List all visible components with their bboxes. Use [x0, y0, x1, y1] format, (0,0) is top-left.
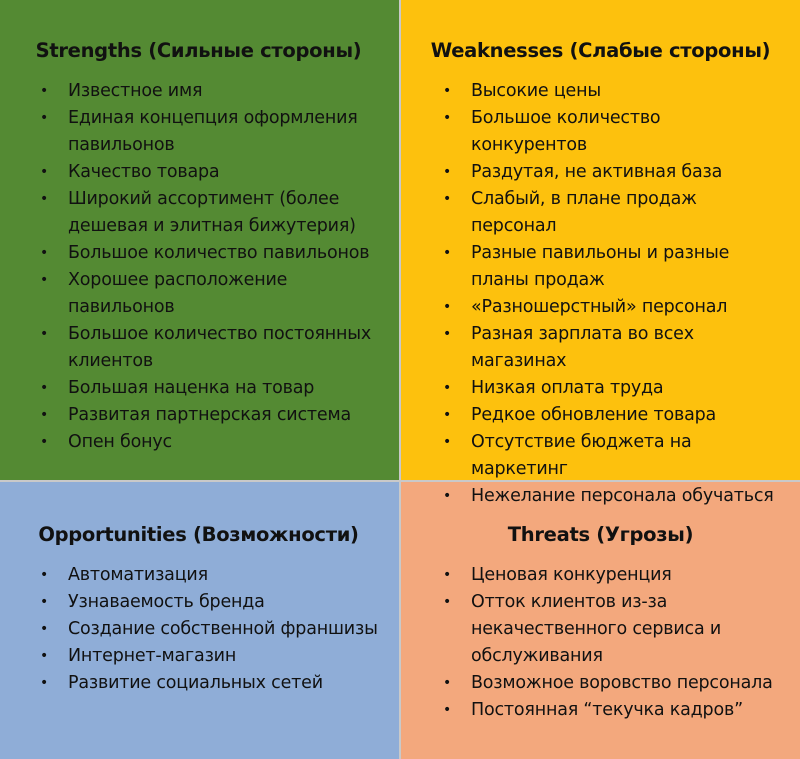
opportunities-item	[18, 562, 379, 589]
strengths-item-text: Опен бонус	[68, 432, 172, 452]
opportunities-item-text: Автоматизация	[68, 565, 208, 585]
bullet-icon: •	[40, 567, 49, 583]
weaknesses-item	[421, 240, 780, 294]
bullet-icon: •	[40, 272, 49, 288]
strengths-item	[18, 159, 379, 186]
strengths-item-text: Хорошее расположение павильонов	[68, 270, 288, 317]
weaknesses-item	[421, 483, 780, 510]
threats-item-text: Возможное воровство персонала	[471, 673, 773, 693]
weaknesses-item	[421, 186, 780, 240]
strengths-item	[18, 105, 379, 159]
strengths-item	[18, 267, 379, 321]
bullet-icon: •	[40, 326, 49, 342]
bullet-icon: •	[40, 621, 49, 637]
strengths-item	[18, 186, 379, 240]
weaknesses-item	[421, 159, 780, 186]
weaknesses-title: Weaknesses (Слабые стороны)	[430, 39, 771, 62]
weaknesses-item-text: Разная зарплата во всех магазинах	[471, 324, 694, 371]
bullet-icon: •	[443, 434, 452, 450]
bullet-icon: •	[443, 594, 452, 610]
bullet-icon: •	[443, 245, 452, 261]
weaknesses-item	[421, 294, 780, 321]
bullet-icon: •	[40, 407, 49, 423]
opportunities-item	[18, 643, 379, 670]
strengths-quadrant	[0, 0, 399, 480]
bullet-icon: •	[443, 326, 452, 342]
bullet-icon: •	[443, 191, 452, 207]
threats-item-text: Постоянная “текучка кадров”	[471, 700, 743, 720]
strengths-item	[18, 375, 379, 402]
bullet-icon: •	[443, 299, 452, 315]
weaknesses-item-text: Большое количество конкурентов	[471, 108, 661, 155]
weaknesses-item	[421, 321, 780, 375]
strengths-item-text: Широкий ассортимент (более дешевая и элитная бижутерия)	[68, 189, 356, 236]
strengths-item-text: Большое количество павильонов	[68, 243, 370, 263]
strengths-item-text: Известное имя	[68, 81, 203, 101]
opportunities-quadrant	[0, 482, 399, 759]
weaknesses-item	[421, 402, 780, 429]
strengths-item-text: Большое количество постоянных клиентов	[68, 324, 372, 371]
bullet-icon: •	[443, 488, 452, 504]
bullet-icon: •	[40, 434, 49, 450]
weaknesses-item-text: «Разношерстный» персонал	[471, 297, 728, 317]
weaknesses-quadrant	[401, 0, 800, 506]
opportunities-item-text: Создание собственной франшизы	[68, 619, 378, 639]
bullet-icon: •	[40, 191, 49, 207]
opportunities-title: Opportunities (Возможности)	[38, 523, 359, 546]
threats-item	[421, 697, 780, 724]
bullet-icon: •	[40, 648, 49, 664]
weaknesses-item-text: Низкая оплата труда	[471, 378, 664, 398]
threats-item	[421, 670, 780, 697]
bullet-icon: •	[40, 245, 49, 261]
weaknesses-item-text: Отсутствие бюджета на маркетинг	[471, 432, 692, 479]
strengths-item	[18, 429, 379, 456]
weaknesses-item-text: Слабый, в плане продаж персонал	[471, 189, 697, 236]
strengths-item	[18, 78, 379, 105]
bullet-icon: •	[40, 83, 49, 99]
opportunities-item	[18, 589, 379, 616]
weaknesses-item-text: Высокие цены	[471, 81, 601, 101]
weaknesses-item-text: Нежелание персонала обучаться	[471, 486, 774, 506]
strengths-item-text: Единая концепция оформления павильонов	[68, 108, 358, 155]
strengths-list	[18, 78, 379, 456]
weaknesses-item-text: Редкое обновление товара	[471, 405, 717, 425]
strengths-item-text: Качество товара	[68, 162, 220, 182]
bullet-icon: •	[443, 380, 452, 396]
weaknesses-item-text: Разные павильоны и разные планы продаж	[471, 243, 730, 290]
threats-item-text: Отток клиентов из-за некачественного сервиса и обслуживания	[471, 592, 722, 666]
bullet-icon: •	[40, 380, 49, 396]
threats-item	[421, 562, 780, 589]
threats-title: Threats (Угрозы)	[507, 523, 694, 546]
bullet-icon: •	[40, 675, 49, 691]
weaknesses-item-text: Раздутая, не активная база	[471, 162, 723, 182]
bullet-icon: •	[40, 594, 49, 610]
threats-item	[421, 589, 780, 670]
strengths-item	[18, 240, 379, 267]
strengths-item-text: Большая наценка на товар	[68, 378, 315, 398]
bullet-icon: •	[443, 83, 452, 99]
opportunities-list	[18, 562, 379, 697]
opportunities-item	[18, 670, 379, 697]
weaknesses-item	[421, 105, 780, 159]
bullet-icon: •	[443, 110, 452, 126]
bullet-icon: •	[443, 675, 452, 691]
threats-list	[421, 562, 780, 724]
strengths-title: Strengths (Сильные стороны)	[35, 39, 362, 62]
weaknesses-list	[421, 78, 780, 510]
weaknesses-item	[421, 375, 780, 402]
weaknesses-item	[421, 78, 780, 105]
opportunities-item	[18, 616, 379, 643]
strengths-item	[18, 402, 379, 429]
bullet-icon: •	[443, 702, 452, 718]
opportunities-item-text: Интернет-магазин	[68, 646, 237, 666]
weaknesses-item	[421, 429, 780, 483]
bullet-icon: •	[443, 407, 452, 423]
bullet-icon: •	[443, 164, 452, 180]
bullet-icon: •	[443, 567, 452, 583]
threats-quadrant	[401, 482, 800, 759]
strengths-item-text: Развитая партнерская система	[68, 405, 351, 425]
threats-item-text: Ценовая конкуренция	[471, 565, 672, 585]
strengths-item	[18, 321, 379, 375]
bullet-icon: •	[40, 110, 49, 126]
opportunities-item-text: Узнаваемость бренда	[68, 592, 265, 612]
bullet-icon: •	[40, 164, 49, 180]
opportunities-item-text: Развитие социальных сетей	[68, 673, 323, 693]
